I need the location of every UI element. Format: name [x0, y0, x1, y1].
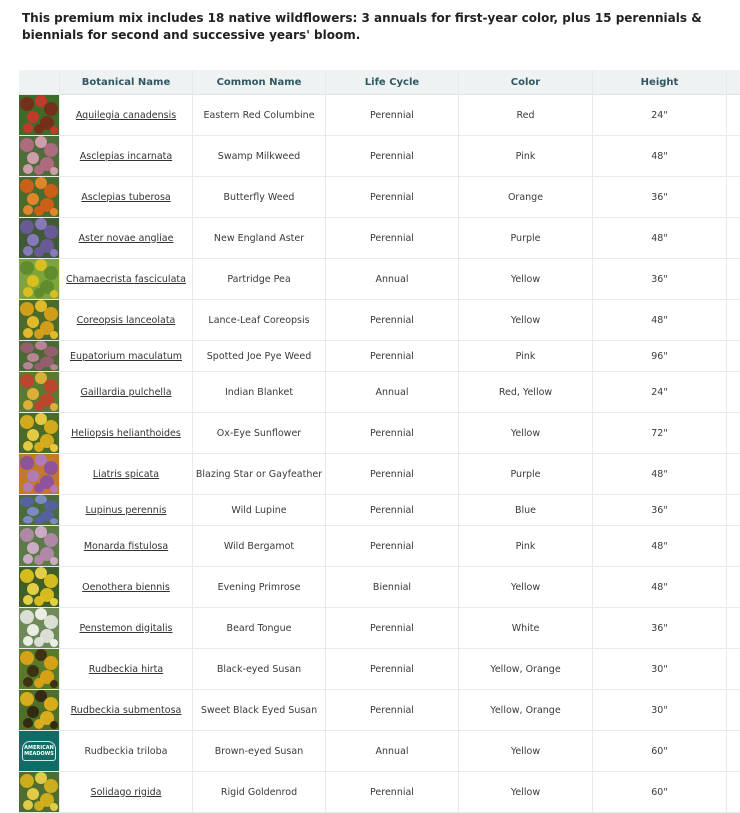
header-extra — [727, 70, 740, 94]
table-row — [19, 413, 740, 454]
plant-thumbnail[interactable] — [19, 341, 60, 371]
plant-thumbnail[interactable] — [19, 454, 60, 494]
header-image — [19, 70, 60, 94]
table-row — [19, 649, 740, 690]
intro-text: This premium mix includes 18 native wildflowers: 3 annuals for first-year color, plus 15 perennials & biennials for second and successive years' bloom. — [22, 11, 702, 42]
color-cell: Yellow — [459, 772, 593, 812]
plant-thumbnail[interactable] — [19, 218, 60, 258]
table-row — [19, 95, 740, 136]
botanical-name-cell — [60, 454, 193, 494]
color-cell: Pink — [459, 136, 593, 176]
extra-cell — [727, 690, 740, 730]
life-cycle-cell: Perennial — [326, 495, 459, 525]
table-row — [19, 526, 740, 567]
common-name-cell: Sweet Black Eyed Susan — [193, 690, 326, 730]
table-header — [19, 70, 740, 95]
botanical-name-link[interactable]: Aquilegia canadensis — [75, 109, 177, 121]
plant-thumbnail[interactable] — [19, 690, 60, 730]
color-cell: Purple — [459, 218, 593, 258]
plant-thumbnail[interactable] — [19, 372, 60, 412]
flower-photo — [19, 177, 59, 217]
botanical-name-link[interactable]: Penstemon digitalis — [79, 622, 173, 634]
life-cycle-cell: Perennial — [326, 341, 459, 371]
life-cycle-cell: Perennial — [326, 95, 459, 135]
plant-thumbnail[interactable] — [19, 772, 60, 812]
american-meadows-logo — [19, 731, 59, 771]
botanical-name-link[interactable]: Heliopsis helianthoides — [71, 427, 181, 439]
flower-photo — [19, 218, 59, 258]
life-cycle-cell: Biennial — [326, 567, 459, 607]
height-cell: 48" — [593, 526, 727, 566]
botanical-name-cell — [60, 259, 193, 299]
common-name-cell: Indian Blanket — [193, 372, 326, 412]
header-botanical-name: Botanical Name — [60, 70, 193, 94]
botanical-name-link[interactable]: Asclepias tuberosa — [81, 191, 171, 203]
header-color: Color — [459, 70, 593, 94]
height-cell: 48" — [593, 567, 727, 607]
botanical-name-cell — [60, 341, 193, 371]
life-cycle-cell: Annual — [326, 372, 459, 412]
color-cell: Yellow, Orange — [459, 649, 593, 689]
color-cell: Pink — [459, 526, 593, 566]
flower-photo — [19, 608, 59, 648]
extra-cell — [727, 526, 740, 566]
logo-text: MEADOWS — [24, 751, 54, 757]
height-cell: 60" — [593, 731, 727, 771]
botanical-name-link[interactable]: Oenothera biennis — [82, 581, 170, 593]
plant-thumbnail[interactable] — [19, 495, 60, 525]
height-cell: 36" — [593, 495, 727, 525]
flower-photo — [19, 95, 59, 135]
botanical-name-link[interactable]: Solidago rigida — [90, 786, 162, 798]
color-cell: Blue — [459, 495, 593, 525]
botanical-name-cell — [60, 95, 193, 135]
extra-cell — [727, 341, 740, 371]
flower-photo — [19, 495, 59, 525]
header-life-cycle: Life Cycle — [326, 70, 459, 94]
color-cell: Red, Yellow — [459, 372, 593, 412]
common-name-cell: New England Aster — [193, 218, 326, 258]
height-cell: 36" — [593, 259, 727, 299]
extra-cell — [727, 95, 740, 135]
flower-photo — [19, 567, 59, 607]
common-name-cell: Lance-Leaf Coreopsis — [193, 300, 326, 340]
table-row — [19, 136, 740, 177]
extra-cell — [727, 136, 740, 176]
extra-cell — [727, 731, 740, 771]
plant-thumbnail[interactable] — [19, 95, 60, 135]
extra-cell — [727, 495, 740, 525]
botanical-name-link[interactable]: Aster novae angliae — [78, 232, 174, 244]
common-name-cell: Eastern Red Columbine — [193, 95, 326, 135]
botanical-name-cell — [60, 690, 193, 730]
flower-photo — [19, 690, 59, 730]
botanical-name-link[interactable]: Liatris spicata — [92, 468, 160, 480]
height-cell: 48" — [593, 454, 727, 494]
botanical-name-link[interactable]: Lupinus perennis — [85, 504, 167, 516]
common-name-cell: Blazing Star or Gayfeather — [193, 454, 326, 494]
color-cell: Yellow — [459, 259, 593, 299]
common-name-cell: Butterfly Weed — [193, 177, 326, 217]
extra-cell — [727, 567, 740, 607]
botanical-name-cell — [60, 218, 193, 258]
extra-cell — [727, 300, 740, 340]
botanical-name-link[interactable]: Eupatorium maculatum — [69, 350, 183, 362]
plant-thumbnail[interactable] — [19, 136, 60, 176]
height-cell: 48" — [593, 218, 727, 258]
header-common-name: Common Name — [193, 70, 326, 94]
common-name-cell: Wild Bergamot — [193, 526, 326, 566]
botanical-name-cell — [60, 731, 193, 771]
flower-photo — [19, 300, 59, 340]
plant-thumbnail[interactable] — [19, 177, 60, 217]
botanical-name-cell — [60, 495, 193, 525]
plant-thumbnail[interactable] — [19, 608, 60, 648]
height-cell: 30" — [593, 690, 727, 730]
botanical-name-cell — [60, 300, 193, 340]
height-cell: 72" — [593, 413, 727, 453]
common-name-cell: Rigid Goldenrod — [193, 772, 326, 812]
life-cycle-cell: Perennial — [326, 772, 459, 812]
color-cell: Yellow — [459, 731, 593, 771]
life-cycle-cell: Perennial — [326, 136, 459, 176]
life-cycle-cell: Perennial — [326, 177, 459, 217]
botanical-name-cell — [60, 567, 193, 607]
life-cycle-cell: Perennial — [326, 649, 459, 689]
botanical-name-link[interactable]: Gaillardia pulchella — [80, 386, 172, 398]
common-name-cell: Swamp Milkweed — [193, 136, 326, 176]
flower-photo — [19, 526, 59, 566]
extra-cell — [727, 454, 740, 494]
botanical-name-text: Rudbeckia triloba — [84, 745, 168, 757]
table-row — [19, 300, 740, 341]
botanical-name-link[interactable]: Chamaecrista fasciculata — [66, 273, 186, 285]
botanical-name-cell — [60, 136, 193, 176]
wildflower-table — [19, 70, 740, 813]
life-cycle-cell: Annual — [326, 259, 459, 299]
extra-cell — [727, 218, 740, 258]
common-name-cell: Wild Lupine — [193, 495, 326, 525]
table-row — [19, 454, 740, 495]
plant-thumbnail[interactable] — [19, 649, 60, 689]
common-name-cell: Black-eyed Susan — [193, 649, 326, 689]
common-name-cell: Spotted Joe Pye Weed — [193, 341, 326, 371]
flower-photo — [19, 454, 59, 494]
table-row — [19, 772, 740, 813]
common-name-cell: Evening Primrose — [193, 567, 326, 607]
flower-photo — [19, 136, 59, 176]
height-cell: 36" — [593, 608, 727, 648]
color-cell: Yellow — [459, 413, 593, 453]
botanical-name-link[interactable]: Monarda fistulosa — [83, 540, 169, 552]
table-row — [19, 218, 740, 259]
life-cycle-cell: Perennial — [326, 454, 459, 494]
common-name-cell: Beard Tongue — [193, 608, 326, 648]
table-row — [19, 608, 740, 649]
life-cycle-cell: Perennial — [326, 526, 459, 566]
botanical-name-link[interactable]: Asclepias incarnata — [79, 150, 173, 162]
extra-cell — [727, 372, 740, 412]
plant-thumbnail[interactable] — [19, 413, 60, 453]
height-cell: 24" — [593, 372, 727, 412]
extra-cell — [727, 413, 740, 453]
flower-photo — [19, 372, 59, 412]
plant-thumbnail[interactable] — [19, 526, 60, 566]
extra-cell — [727, 772, 740, 812]
botanical-name-link[interactable]: Rudbeckia submentosa — [70, 704, 182, 716]
life-cycle-cell: Annual — [326, 731, 459, 771]
plant-thumbnail[interactable] — [19, 567, 60, 607]
botanical-name-cell — [60, 372, 193, 412]
botanical-name-cell — [60, 772, 193, 812]
common-name-cell: Ox-Eye Sunflower — [193, 413, 326, 453]
flower-photo — [19, 259, 59, 299]
header-height: Height — [593, 70, 727, 94]
height-cell: 36" — [593, 177, 727, 217]
table-row — [19, 372, 740, 413]
height-cell: 24" — [593, 95, 727, 135]
life-cycle-cell: Perennial — [326, 218, 459, 258]
life-cycle-cell: Perennial — [326, 690, 459, 730]
common-name-cell: Partridge Pea — [193, 259, 326, 299]
life-cycle-cell: Perennial — [326, 300, 459, 340]
plant-thumbnail[interactable] — [19, 731, 60, 771]
color-cell: Purple — [459, 454, 593, 494]
height-cell: 48" — [593, 300, 727, 340]
life-cycle-cell: Perennial — [326, 413, 459, 453]
flower-photo — [19, 413, 59, 453]
botanical-name-cell — [60, 649, 193, 689]
logo-text: AMERICAN — [24, 745, 54, 751]
table-row — [19, 259, 740, 300]
botanical-name-cell — [60, 526, 193, 566]
table-row — [19, 177, 740, 218]
plant-thumbnail[interactable] — [19, 300, 60, 340]
botanical-name-cell — [60, 413, 193, 453]
flower-photo — [19, 649, 59, 689]
plant-thumbnail[interactable] — [19, 259, 60, 299]
table-row — [19, 567, 740, 608]
extra-cell — [727, 177, 740, 217]
height-cell: 30" — [593, 649, 727, 689]
flower-photo — [19, 341, 59, 371]
height-cell: 60" — [593, 772, 727, 812]
color-cell: White — [459, 608, 593, 648]
extra-cell — [727, 608, 740, 648]
botanical-name-cell — [60, 177, 193, 217]
color-cell: Yellow — [459, 300, 593, 340]
life-cycle-cell: Perennial — [326, 608, 459, 648]
table-row — [19, 341, 740, 372]
extra-cell — [727, 649, 740, 689]
color-cell: Yellow, Orange — [459, 690, 593, 730]
botanical-name-link[interactable]: Coreopsis lanceolata — [76, 314, 176, 326]
color-cell: Yellow — [459, 567, 593, 607]
color-cell: Pink — [459, 341, 593, 371]
height-cell: 96" — [593, 341, 727, 371]
logo-badge — [22, 741, 56, 761]
table-row — [19, 731, 740, 772]
botanical-name-cell — [60, 608, 193, 648]
table-row — [19, 690, 740, 731]
flower-photo — [19, 772, 59, 812]
botanical-name-link[interactable]: Rudbeckia hirta — [88, 663, 164, 675]
table-row — [19, 495, 740, 526]
color-cell: Red — [459, 95, 593, 135]
common-name-cell: Brown-eyed Susan — [193, 731, 326, 771]
extra-cell — [727, 259, 740, 299]
color-cell: Orange — [459, 177, 593, 217]
height-cell: 48" — [593, 136, 727, 176]
